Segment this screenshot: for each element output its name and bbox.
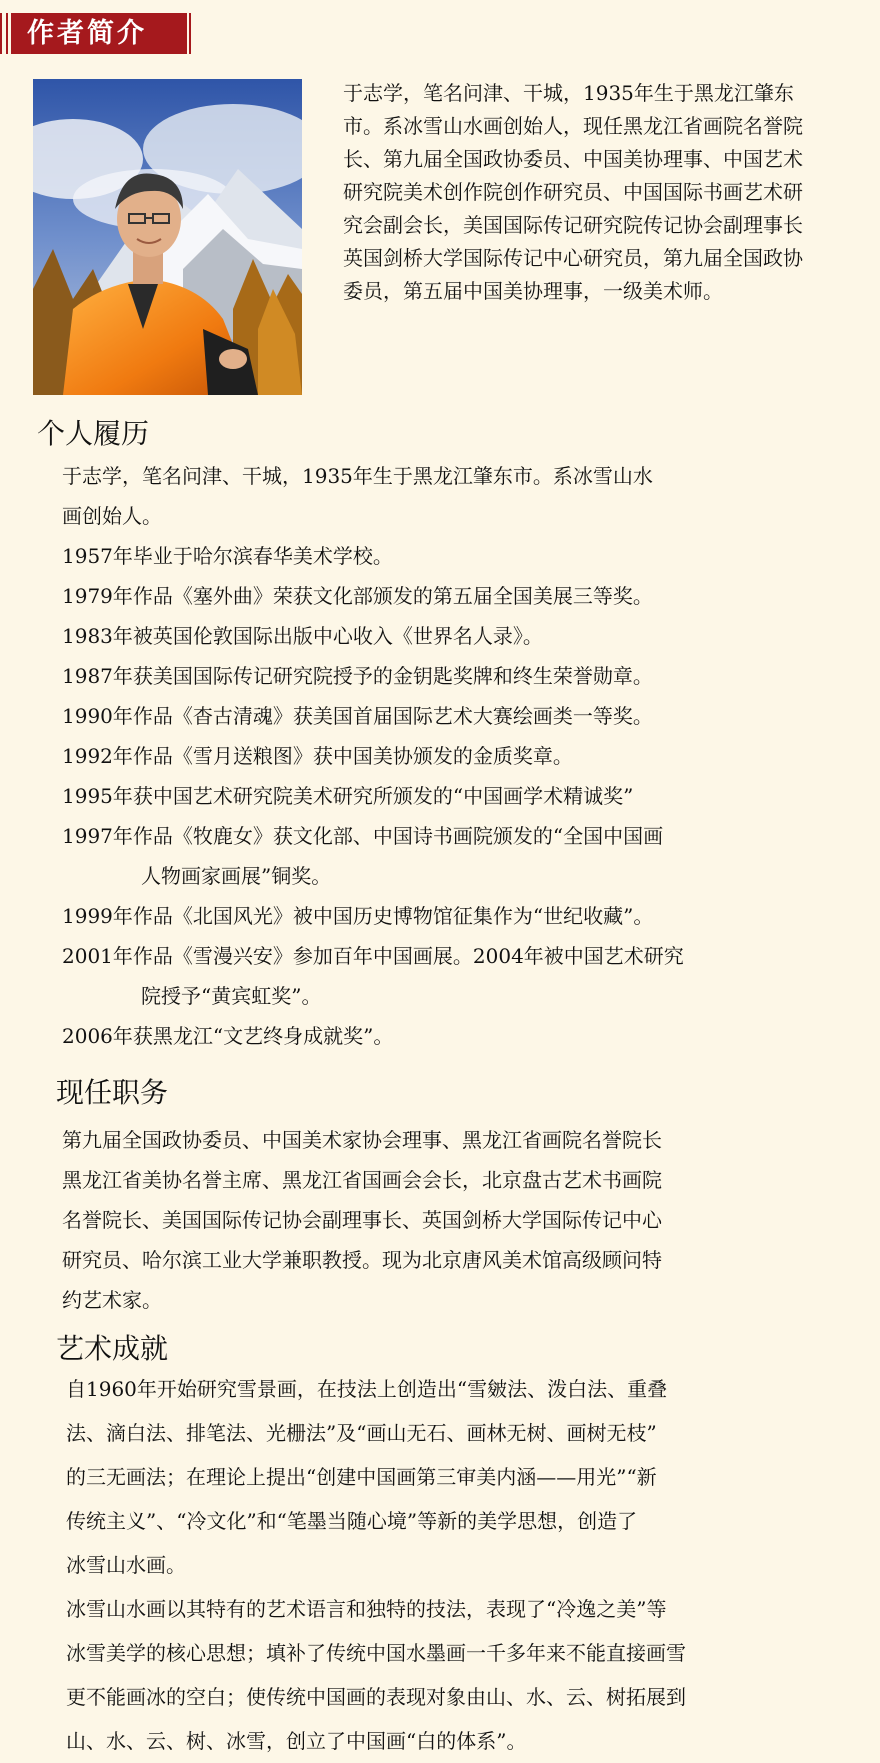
resume-line: 1995年获中国艺术研究院美术研究所颁发的“中国画学术精诚奖” — [62, 784, 634, 808]
positions-line: 约艺术家。 — [62, 1288, 162, 1312]
section-heading-achievements: 艺术成就 — [56, 1332, 169, 1365]
positions-line: 研究员、哈尔滨工业大学兼职教授。现为北京唐风美术馆高级顾问特 — [62, 1248, 662, 1272]
achievements-line: 更不能画冰的空白；使传统中国画的表现对象由山、水、云、树拓展到 — [66, 1685, 686, 1709]
positions-list — [62, 1120, 662, 1320]
resume-line: 于志学，笔名问津、干城，1935年生于黑龙江肇东市。系冰雪山水 — [62, 464, 653, 488]
resume-line-continued — [62, 856, 684, 896]
achievements-line: 法、滴白法、排笔法、光栅法”及“画山无石、画林无树、画树无枝” — [66, 1421, 657, 1445]
intro-paragraph: 于志学，笔名问津、干城，1935年生于黑龙江肇东市。系冰雪山水画创始人，现任黑龙江省画院名誉院长、第九届全国政协委员、中国美协理事、中国艺术研究院美术创作院创作研究员、中国国际书画艺术研究会副会长，美国国际传记研究院传记协会副理事长英国剑桥大学国际传记中心研究员，第九届全国政协委员，第五届中国美协理事，一级美术师。 — [343, 81, 803, 303]
positions-line: 第九届全国政协委员、中国美术家协会理事、黑龙江省画院名誉院长 — [62, 1128, 662, 1152]
positions-line: 黑龙江省美协名誉主席、黑龙江省国画会会长，北京盘古艺术书画院 — [62, 1168, 662, 1192]
header-end-cap — [187, 13, 193, 54]
resume-line-continued-text: 院授予“黄宾虹奖”。 — [141, 984, 322, 1008]
resume-list — [62, 456, 684, 1056]
resume-line-continued-text: 人物画家画展”铜奖。 — [141, 864, 332, 888]
resume-line-continued — [62, 976, 684, 1016]
section-heading-positions: 现任职务 — [56, 1076, 169, 1109]
resume-line: 1992年作品《雪月送粮图》获中国美协颁发的金质奖章。 — [62, 744, 573, 768]
achievements-line: 山、水、云、树、冰雪，创立了中国画“白的体系”。 — [66, 1729, 527, 1753]
page-title: 作者简介 — [27, 18, 147, 49]
achievements-line: 自1960年开始研究雪景画，在技法上创造出“雪皴法、泼白法、重叠 — [66, 1377, 668, 1401]
section-header-badge — [0, 13, 193, 54]
achievements-line: 冰雪山水画。 — [66, 1553, 186, 1577]
positions-line: 名誉院长、美国国际传记协会副理事长、英国剑桥大学国际传记中心 — [62, 1208, 662, 1232]
resume-line: 2001年作品《雪漫兴安》参加百年中国画展。2004年被中国艺术研究 — [62, 944, 684, 968]
achievements-line: 冰雪美学的核心思想；填补了传统中国水墨画一千多年来不能直接画雪 — [66, 1641, 686, 1665]
author-portrait — [33, 79, 302, 395]
resume-line: 1997年作品《牧鹿女》获文化部、中国诗书画院颁发的“全国中国画 — [62, 824, 664, 848]
resume-line: 画创始人。 — [62, 504, 162, 528]
resume-line: 1983年被英国伦敦国际出版中心收入《世界名人录》。 — [62, 624, 543, 648]
resume-line: 1979年作品《塞外曲》荣获文化部颁发的第五届全国美展三等奖。 — [62, 584, 653, 608]
section-heading-resume: 个人履历 — [37, 417, 150, 450]
header-ornament — [0, 13, 12, 54]
achievements-list — [66, 1367, 686, 1763]
resume-line: 1957年毕业于哈尔滨春华美术学校。 — [62, 544, 393, 568]
achievements-line: 冰雪山水画以其特有的艺术语言和独特的技法，表现了“冷逸之美”等 — [66, 1597, 667, 1621]
resume-line: 1999年作品《北国风光》被中国历史博物馆征集作为“世纪收藏”。 — [62, 904, 654, 928]
resume-line: 2006年获黑龙江“文艺终身成就奖”。 — [62, 1024, 394, 1048]
resume-line: 1987年获美国国际传记研究院授予的金钥匙奖牌和终生荣誉勋章。 — [62, 664, 653, 688]
resume-line: 1990年作品《杳古清魂》获美国首届国际艺术大赛绘画类一等奖。 — [62, 704, 653, 728]
achievements-line: 传统主义”、“冷文化”和“笔墨当随心境”等新的美学思想，创造了 — [66, 1509, 638, 1533]
achievements-line: 的三无画法；在理论上提出“创建中国画第三审美内涵——用光”“新 — [66, 1465, 657, 1489]
